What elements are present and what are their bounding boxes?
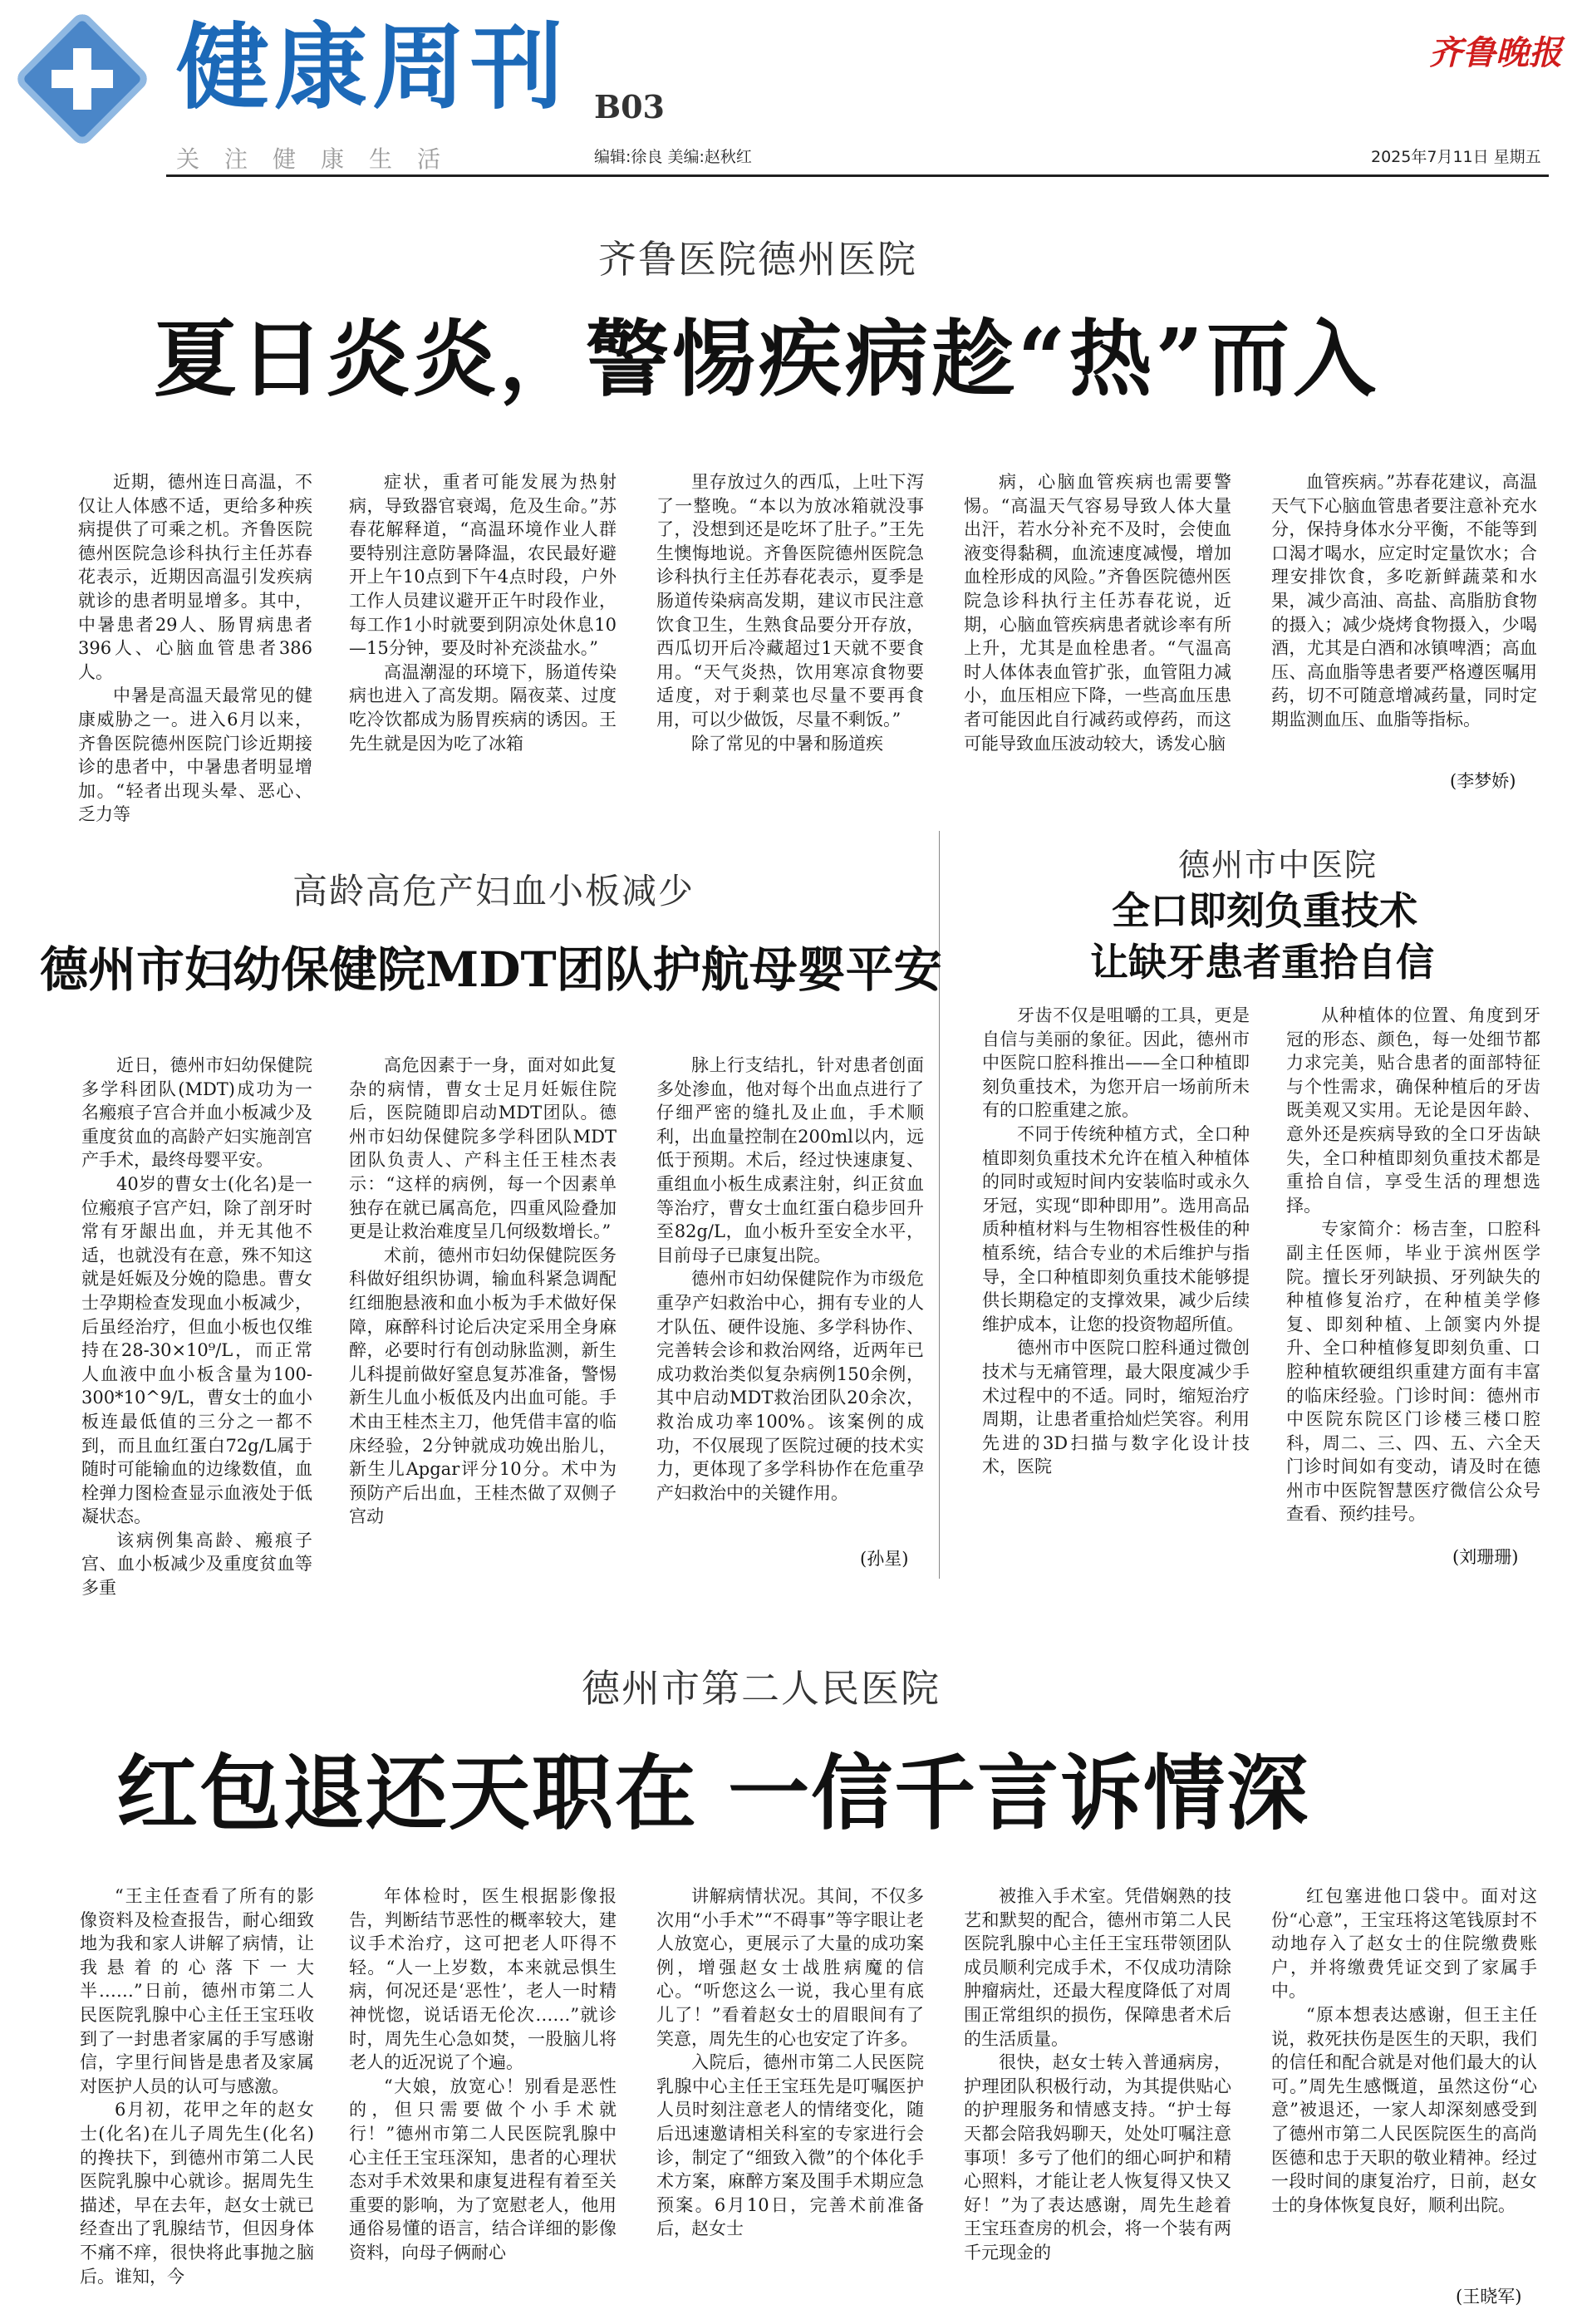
article3-headline-line1: 全口即刻负重技术 xyxy=(1112,888,1417,933)
paragraph: 德州市妇幼保健院作为市级危重孕产妇救治中心，拥有专业的人才队伍、硬件设施、多学科协作、完善转会诊和救治网络，近两年已成功救治类似复杂病例150余例，其中启动MDT救治团队20余次，救治成功率100%。该案例的成功，不仅展现了医院过硬的技术实力，更体现了多学科协作在危重孕产妇救治中的关键作用。 xyxy=(656,1269,924,1503)
masthead-slogan: 关注健康生活 xyxy=(176,145,466,173)
paragraph: 牙齿不仅是咀嚼的工具，更是自信与美丽的象征。因此，德州市中医院口腔科推出——全口种植即刻负重技术，为您开启一场前所未有的口腔重建之旅。 xyxy=(982,1005,1250,1121)
article2-column-2 xyxy=(349,1054,617,1529)
article2-headline: 德州市妇幼保健院MDT团队护航母婴平安 xyxy=(40,941,942,998)
paragraph: “王主任查看了所有的影像资料及检查报告，耐心细致地为我和家人讲解了病情，让我悬着的心落下一大半……”日前，德州市第二人民医院乳腺中心主任王宝珏收到了一封患者家属的手写感谢信，字里行间皆是患者及家属对医护人员的认可与感激。 xyxy=(80,1886,314,2096)
article4-kicker: 德州市第二人民医院 xyxy=(582,1666,941,1711)
paragraph: 6月初，花甲之年的赵女士(化名)在儿子周先生(化名)的搀扶下，到德州市第二人民医院乳腺中心就诊。据周先生描述，早在去年，赵女士就已经查出了乳腺结节，但因身体不痛不痒，很快将此事抛之脑后。谁知，今 xyxy=(80,2100,314,2287)
paragraph: 德州市中医院口腔科通过微创技术与无痛管理，最大限度减少手术过程中的不适。同时，缩短治疗周期，让患者重拾灿烂笑容。利用先进的3D扫描与数字化设计技术，医院 xyxy=(982,1338,1250,1477)
article1-column-3 xyxy=(656,470,924,755)
article1-kicker: 齐鲁医院德州医院 xyxy=(598,237,917,282)
logo-cross-horizontal xyxy=(52,70,113,88)
article2-byline: (孙星) xyxy=(860,1549,909,1569)
paragraph: 症状，重者可能发展为热射病，导致器官衰竭，危及生命。”苏春花解释道，“高温环境作业人群要特别注意防暑降温，农民最好避开上午10点到下午4点时段，户外工作人员建议避开正午时段作业，每工作1小时就要到阴凉处休息10—15分钟，要及时补充淡盐水。” xyxy=(349,472,617,659)
masthead-divider xyxy=(166,174,1549,177)
article1-headline: 夏日炎炎，警惕疾病趁“热”而入 xyxy=(154,310,1380,408)
article2-kicker: 高龄高危产妇血小板减少 xyxy=(292,871,695,911)
paragraph: 高温潮湿的环境下，肠道传染病也进入了高发期。隔夜菜、过度吃冷饮都成为肠胃疾病的诱因。王先生就是因为吃了冰箱 xyxy=(349,661,617,754)
paragraph: 年体检时，医生根据影像报告，判断结节恶性的概率较大，建议手术治疗，这可把老人吓得不轻。“人一上岁数，本来就忌惧生病，何况还是‘恶性’，老人一时精神恍惚，说话语无伦次……”就诊时，周先生心急如焚，一股脑儿将老人的近况说了个遍。 xyxy=(349,1886,617,2073)
article4-column-1 xyxy=(80,1884,314,2288)
paragraph: 近日，德州市妇幼保健院多学科团队(MDT)成功为一名瘢痕子宫合并血小板减少及重度贫血的高龄产妇实施剖宫产手术，最终母婴平安。 xyxy=(81,1055,312,1171)
article3-byline: (刘珊珊) xyxy=(1452,1547,1519,1567)
paragraph: 病，心脑血管疾病也需要警惕。“高温天气容易导致人体大量出汗，若水分补充不及时，会使血液变得黏稠，血流速度减慢，增加血栓形成的风险。”齐鲁医院德州医院急诊科执行主任苏春花说，近期，心脑血管疾病患者就诊率有所上升，尤其是血栓患者。“气温高时人体体表血管扩张，血管阻力减小，血压相应下降，一些高血压患者可能因此自行减药或停药，而这可能导致血压波动较大，诱发心脑 xyxy=(964,472,1231,754)
article1-column-1 xyxy=(78,470,312,827)
article3-column-1 xyxy=(982,1004,1250,1479)
paragraph: 除了常见的中暑和肠道疾 xyxy=(691,733,883,754)
paragraph: 高危因素于一身，面对如此复杂的病情，曹女士足月妊娠住院后，医院随即启动MDT团队。德州市妇幼保健院多学科团队MDT团队负责人、产科主任王桂杰表示：“这样的病例，每一个因素单独存在就已属高危，四重风险叠加更是让救治难度呈几何级数增长。” xyxy=(349,1055,617,1242)
issue-date: 2025年7月11日 星期五 xyxy=(1371,148,1541,166)
paragraph: 术前，德州市妇幼保健院医务科做好组织协调，输血科紧急调配红细胞悬液和血小板为手术做好保障，麻醉科讨论后决定采用全身麻醉，必要时行有创动脉监测，新生儿科提前做好窒息复苏准备，警惕新生儿血小板低及内出血可能。手术由王桂杰主刀，他凭借丰富的临床经验，2分钟就成功娩出胎儿，新生儿Apgar评分10分。术中为预防产后出血，王桂杰做了双侧子宫动 xyxy=(349,1245,617,1527)
article1-column-5 xyxy=(1271,470,1537,732)
article3-headline-line2: 让缺牙患者重拾自信 xyxy=(1090,940,1434,985)
article4-column-4 xyxy=(964,1884,1231,2265)
article4-column-2 xyxy=(349,1884,617,2265)
article4-column-5 xyxy=(1271,1884,1537,2217)
paragraph: 入院后，德州市第二人民医院乳腺中心主任王宝珏先是叮嘱医护人员时刻注意老人的情绪变化，随后迅速邀请相关科室的专家进行会诊，制定了“细致入微”的个体化手术方案，麻醉方案及围手术期应急预案。6月10日，完善术前准备后，赵女士 xyxy=(656,2052,924,2239)
article1-byline: (李梦娇) xyxy=(1450,771,1516,791)
paragraph: 讲解病情状况。其间，不仅多次用“小手术”“不碍事”等字眼让老人放宽心，更展示了大量的成功案例，增强赵女士战胜病魔的信心。“听您这么一说，我心里有底儿了！”看着赵女士的眉眼间有了笑意，周先生的心也安定了许多。 xyxy=(656,1886,924,2049)
article1-column-4 xyxy=(964,470,1231,755)
paragraph: 该病例集高龄、瘢痕子宫、血小板减少及重度贫血等多重 xyxy=(81,1530,312,1599)
section-code: B03 xyxy=(594,88,665,125)
article4-column-3 xyxy=(656,1884,924,2241)
paragraph: 血管疾病。”苏春花建议，高温天气下心脑血管患者要注意补充水分，保持身体水分平衡，不能等到口渴才喝水，应定时定量饮水；合理安排饮食，多吃新鲜蔬菜和水果，减少高油、高盐、高脂肪食物的摄入；减少烧烤食物摄入，少喝酒，尤其是白酒和冰镇啤酒；高血压、高血脂等患者要严格遵医嘱用药，切不可随意增减药量，同时定期监测血压、血脂等指标。 xyxy=(1271,472,1537,730)
paragraph: 红包塞进他口袋中。面对这份“心意”，王宝珏将这笔钱原封不动地存入了赵女士的住院缴费账户，并将缴费凭证交到了家属手中。 xyxy=(1271,1886,1537,2002)
newspaper-brand-logo: 齐鲁晚报 xyxy=(1429,33,1562,72)
article4-byline: (王晓军) xyxy=(1456,2287,1522,2307)
paragraph: 里存放过久的西瓜，上吐下泻了一整晚。“本以为放冰箱就没事了，没想到还是吃坏了肚子。”王先生懊悔地说。齐鲁医院德州医院急诊科执行主任苏春花表示，夏季是肠道传染病高发期，建议市民注意饮食卫生，生熟食品要分开存放，西瓜切开后冷藏超过1天就不要食用。“天气炎热，饮用寒凉食物要适度，对于剩菜也尽量不要再食用，可以少做饭，尽量不剩饭。” xyxy=(656,472,924,730)
paragraph: 40岁的曹女士(化名)是一位瘢痕子宫产妇，除了剖牙时常有牙龈出血，并无其他不适，也就没有在意，殊不知这就是妊娠及分娩的隐患。曹女士孕期检查发现血小板减少，后虽经治疗，但血小板也仅维持在28-30×10⁹/L，而正常人血液中血小板含量为100-300*10^9/L，曹女士的血小板连最低值的三分之一都不到，而且血红蛋白72g/L属于随时可能输血的边缘数值，血栓弹力图检查显示血液处于低凝状态。 xyxy=(81,1173,312,1527)
paragraph: 很快，赵女士转入普通病房，护理团队积极行动，为其提供贴心的护理服务和情感支持。“护士每天都会陪我妈聊天，处处叮嘱注意事项！多亏了他们的细心呵护和精心照料，才能让老人恢复得又快又好！”为了表达感谢，周先生趁着王宝珏查房的机会，将一个装有两千元现金的 xyxy=(964,2052,1231,2263)
article2-column-3 xyxy=(656,1054,924,1505)
paragraph: “原本想表达感谢，但王主任说，救死扶伤是医生的天职，我们的信任和配合就是对他们最大的认可。”周先生感慨道，虽然这份“心意”被退还，一家人却深刻感受到了德州市第二人民医院医生的高尚医德和忠于天职的敬业精神。经过一段时间的康复治疗，日前，赵女士的身体恢复良好，顺利出院。 xyxy=(1271,2004,1537,2215)
article3-kicker: 德州市中医院 xyxy=(1178,847,1378,883)
paragraph: 中暑是高温天最常见的健康威胁之一。进入6月以来，齐鲁医院德州医院门诊近期接诊的患者中，中暑患者明显增加。“轻者出现头晕、恶心、乏力等 xyxy=(78,685,312,825)
paragraph: “大娘，放宽心！别看是恶性的，但只需要做个小手术就行！”德州市第二人民医院乳腺中心主任王宝珏深知，患者的心理状态对手术效果和康复进程有着至关重要的影响，为了宽慰老人，他用通俗易懂的语言，结合详细的影像资料，向母子俩耐心 xyxy=(349,2076,617,2263)
paragraph: 脉上行支结扎，针对患者创面多处渗血，他对每个出血点进行了仔细严密的缝扎及止血，手术顺利，出血量控制在200ml以内，远低于预期。术后，经过快速康复、重组血小板生成素注射，纠正贫血等治疗，曹女士血红蛋白稳步回升至82g/L，血小板升至安全水平，目前母子已康复出院。 xyxy=(656,1055,924,1265)
paragraph: 不同于传统种植方式，全口种植即刻负重技术允许在植入种植体的同时或短时间内安装临时或永久牙冠，实现“即种即用”。选用高品质种植材料与生物相容性极佳的种植系统，结合专业的术后维护与指导，全口种植即刻负重技术能够提供长期稳定的支撑效果，减少后续维护成本，让您的投资物超所值。 xyxy=(982,1123,1250,1334)
paragraph: 被推入手术室。凭借娴熟的技艺和默契的配合，德州市第二人民医院乳腺中心主任王宝珏带领团队成员顺利完成手术，不仅成功清除肿瘤病灶，还最大程度降低了对周围正常组织的损伤，保障患者术后的生活质量。 xyxy=(964,1886,1231,2049)
masthead-title: 健康周刊 xyxy=(176,13,568,122)
paragraph: 从种植体的位置、角度到牙冠的形态、颜色，每一处细节都力求完美，贴合患者的面部特征与个性需求，确保种植后的牙齿既美观又实用。无论是因年龄、意外还是疾病导致的全口牙齿缺失，全口种植即刻负重技术都是重拾自信，享受生活的理想选择。 xyxy=(1286,1005,1540,1216)
article3-column-2 xyxy=(1286,1004,1540,1526)
article2-column-1 xyxy=(81,1054,312,1600)
paragraph: 专家简介：杨吉奎，口腔科副主任医师，毕业于滨州医学院。擅长牙列缺损、牙列缺失的种植修复治疗，在种植美学修复、即刻种植、上颌窦内外提升、全口种植修复即刻负重、口腔种植软硬组织重建方面有丰富的临床经验。门诊时间：德州市中医院东院区门诊楼三楼口腔科，周二、三、四、五、六全天门诊时间如有变动，请及时在德州市中医院智慧医疗微信公众号查看、预约挂号。 xyxy=(1286,1219,1540,1525)
editors-credit: 编辑:徐良 美编:赵秋红 xyxy=(594,148,752,166)
paragraph: 近期，德州连日高温，不仅让人体感不适，更给多种疾病提供了可乘之机。齐鲁医院德州医院急诊科执行主任苏春花表示，近期因高温引发疾病就诊的患者明显增多。其中，中暑患者29人、肠胃病患者396人、心脑血管患者386人。 xyxy=(78,472,312,682)
article4-headline: 红包退还天职在 一信千言诉情深 xyxy=(116,1746,1310,1841)
article1-column-2 xyxy=(349,470,617,755)
